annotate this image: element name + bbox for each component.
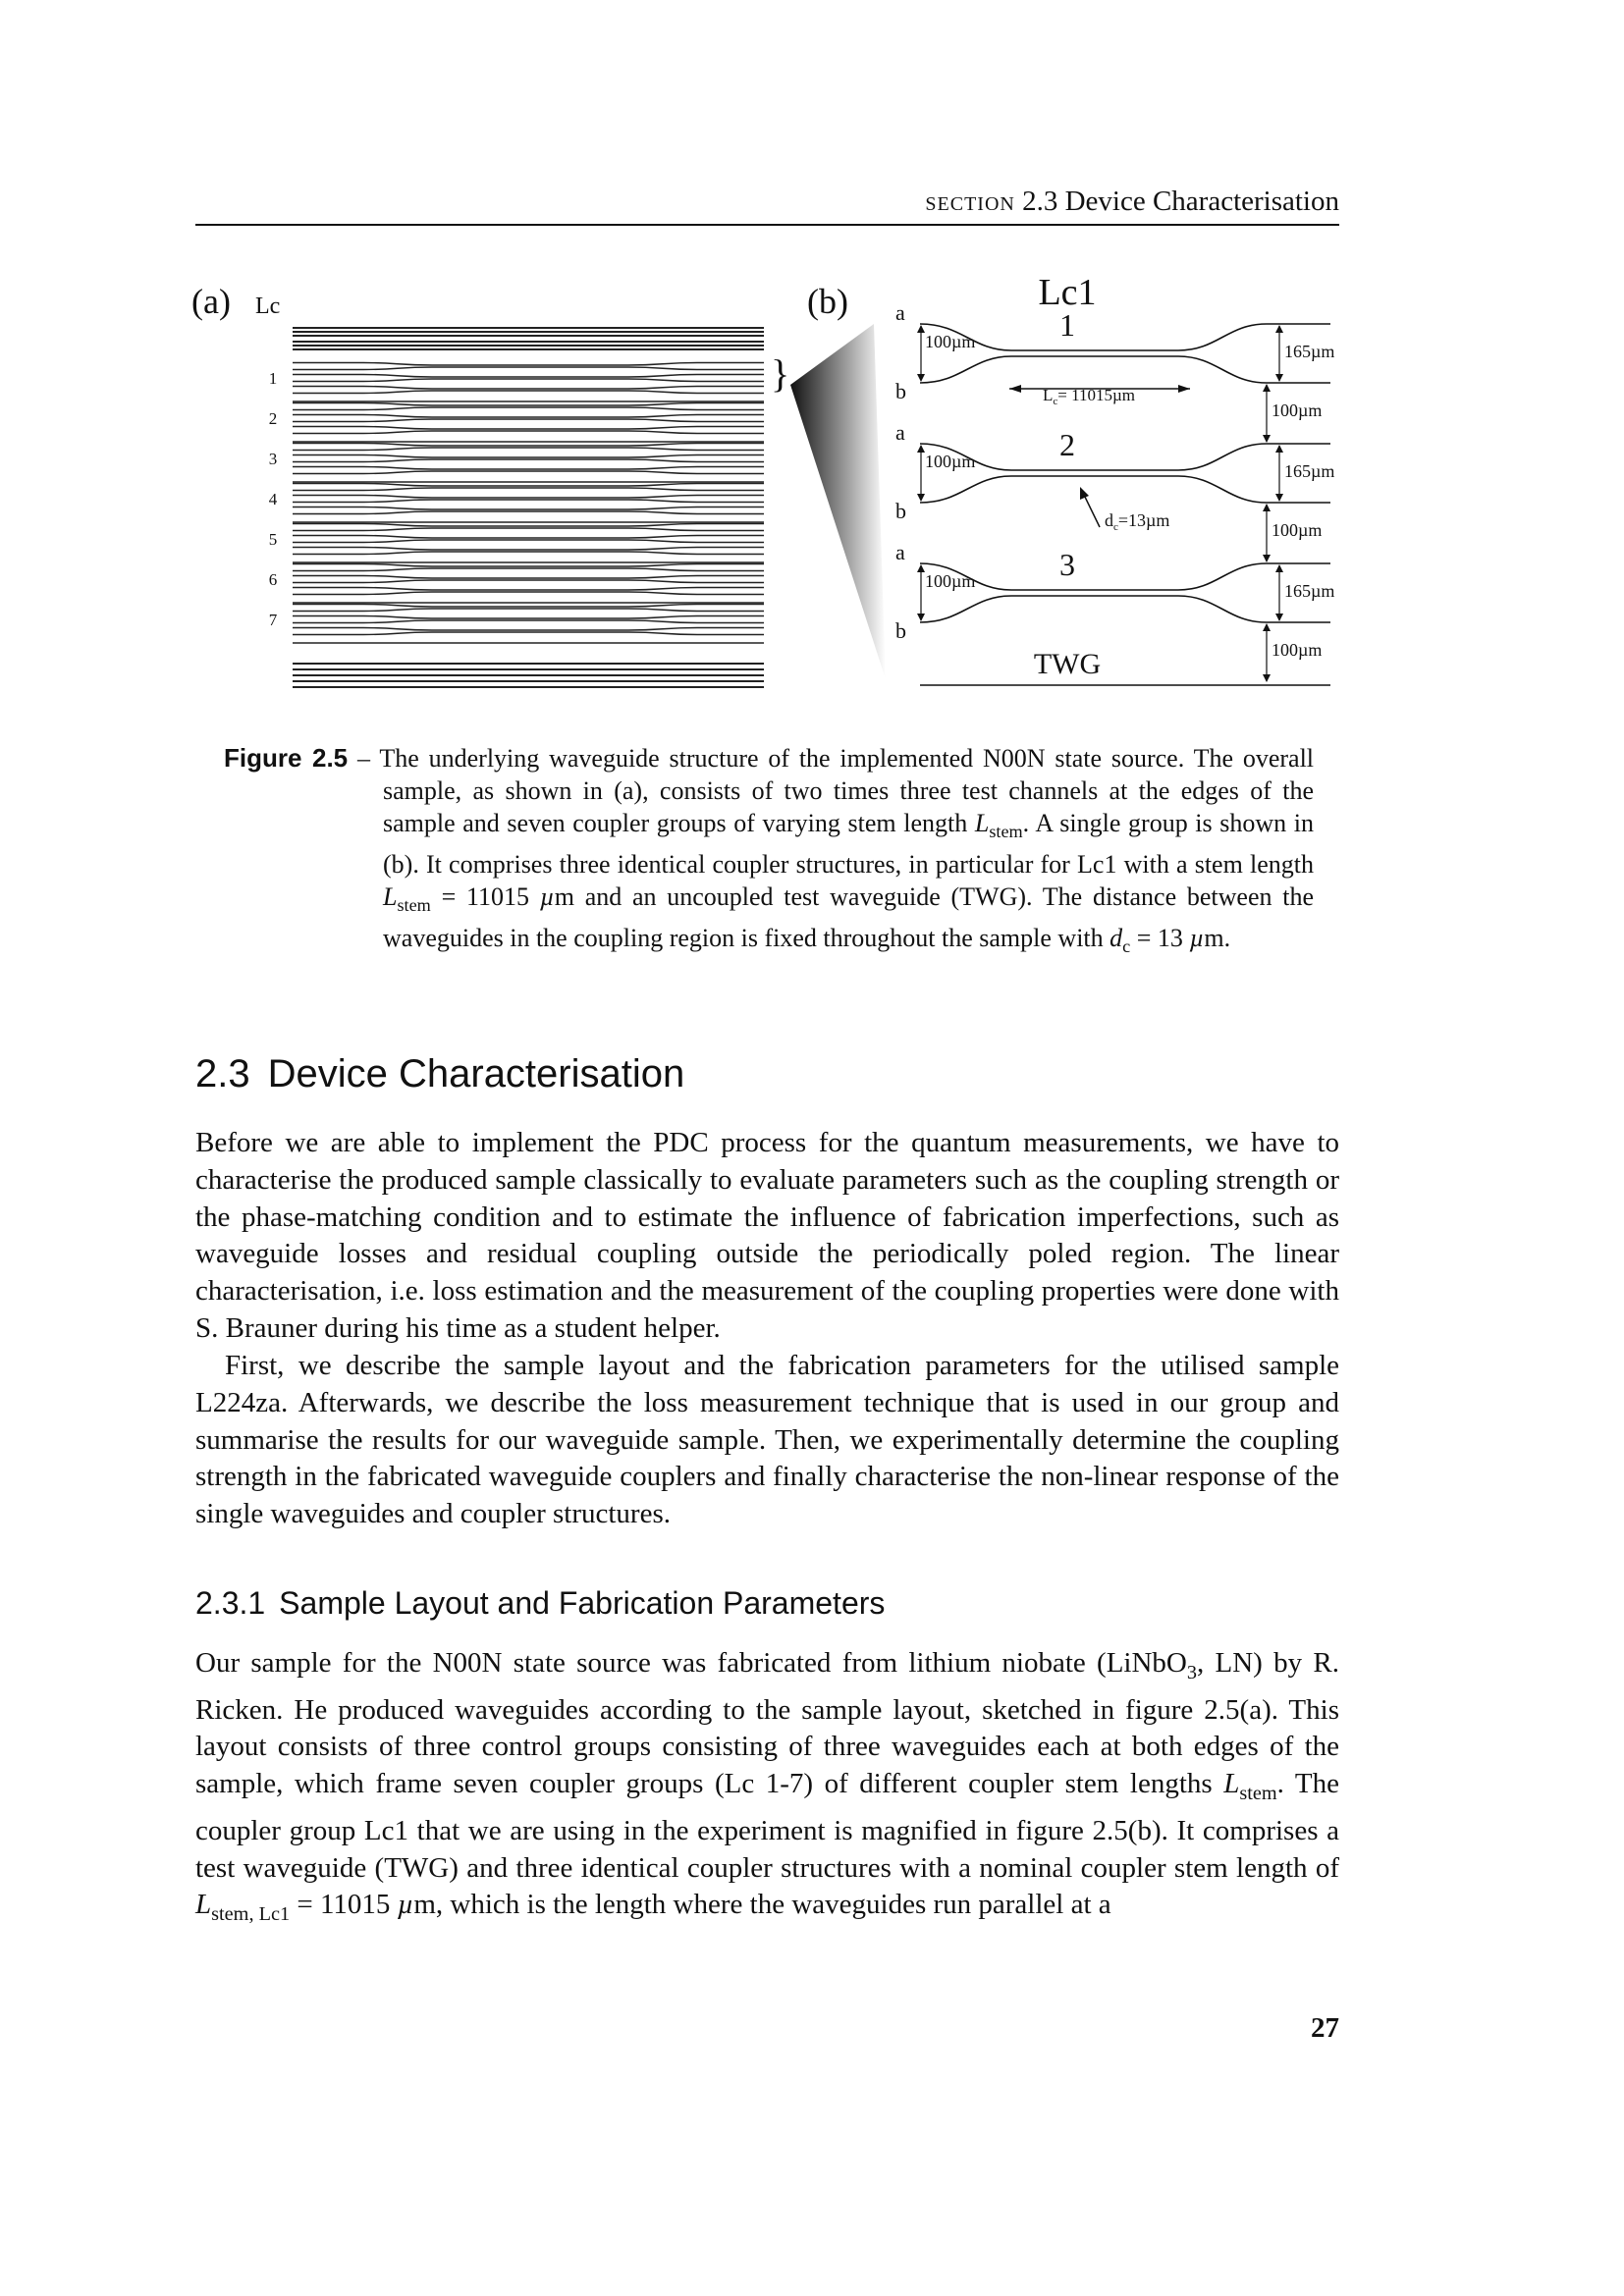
coupler-arm-upper: [920, 324, 1330, 350]
coupler-number: 3: [1059, 547, 1075, 582]
port-a-label: a: [895, 540, 905, 564]
paragraph-1: Before we are able to implement the PDC process for the quantum measurements, we have to characterise the produced sample classically to evaluate parameters such as the coupling strength or the phase-matching condition and to estimate the influence of fabrication imperfections, such as waveguide losses and residual coupling outside the periodically poled region. The linear characterisation, i.e. loss estimation and the measurement of the coupling properties were done with S. Brauner during his time as a student helper.: [195, 1127, 1339, 1344]
group-number-4: 4: [268, 490, 278, 508]
coupler-waveguide: [293, 528, 764, 531]
coupler-arm-lower: [920, 476, 1330, 503]
coupler-waveguide: [293, 632, 764, 635]
coupler-arm-upper: [920, 563, 1330, 590]
subsection-heading: [195, 1582, 885, 1624]
caption-dash: –: [357, 744, 370, 773]
coupler-waveguide: [293, 459, 764, 462]
page-number: 27: [1311, 2012, 1339, 2044]
coupler-waveguide: [293, 496, 764, 499]
coupler-waveguide: [293, 407, 764, 410]
gap-label: 100µm: [1272, 640, 1323, 660]
coupler-waveguide: [293, 415, 764, 418]
subsection-title: Sample Layout and Fabrication Parameters: [279, 1585, 886, 1621]
coupler-waveguide: [293, 552, 764, 555]
panel-b-couplers: [895, 300, 1334, 682]
stem-length-label: $L_c= 11015\mu m$: [1043, 386, 1136, 407]
separation-label: 165µm: [1284, 581, 1335, 601]
coupler-waveguide: [293, 580, 764, 583]
coupler-waveguide: [293, 507, 764, 510]
group-number-1: 1: [268, 369, 278, 388]
section-number: 2.3: [195, 1052, 250, 1095]
coupler-waveguide: [293, 500, 764, 503]
port-b-label: b: [895, 379, 906, 403]
subsection-number: 2.3.1: [195, 1585, 266, 1621]
coupler-waveguide: [293, 431, 764, 434]
coupler-waveguide: [293, 427, 764, 430]
separation-label: 165µm: [1284, 461, 1335, 481]
coupler-waveguide: [293, 548, 764, 551]
group-number-3: 3: [268, 450, 278, 468]
figure-caption: Figure 2.5 – The underlying waveguide structure of the implemented N00N state source. The overall sample, as shown in (a), consists of two times three test channels at the edges of the sample and seven coupler groups of varying stem length $L_{stem}$. A single group is shown in (b). It comprises three identical coupler structures, in particular for Lc1 with a stem length $L_{stem} = 11015$ µm and an uncoupled test waveguide (TWG). The distance between the waveguides in the coupling region is fixed throughout the sample with $d_c = 13$ µm.: [224, 743, 1315, 957]
port-b-label: b: [895, 618, 906, 643]
width-label: 100µm: [925, 452, 976, 471]
coupler-number: 1: [1059, 307, 1075, 343]
header-section-word: section: [925, 186, 1015, 217]
group-number-2: 2: [268, 409, 278, 428]
port-b-label: b: [895, 499, 906, 523]
gap-label: 100µm: [1272, 400, 1323, 420]
port-a-label: a: [895, 300, 905, 325]
coupler-waveguide: [293, 524, 764, 527]
coupler-number: 2: [1059, 427, 1075, 462]
coupler-arm-lower: [920, 596, 1330, 622]
separation-label: 165µm: [1284, 342, 1335, 361]
coupler-waveguide: [293, 419, 764, 422]
waveguide-diagram: [187, 267, 1345, 699]
panel-a-waveguides: [269, 328, 764, 687]
group-number-7: 7: [268, 611, 278, 629]
coupler-waveguide: [293, 375, 764, 378]
panel-b-title: Lc1: [1038, 272, 1097, 313]
coupler-waveguide: [293, 387, 764, 390]
panel-a-label: (a): [191, 282, 231, 321]
coupler-waveguide: [293, 605, 764, 608]
paragraph-2: First, we describe the sample layout and the fabrication parameters for the utilised sample L224za. Afterwards, we describe the loss measurement technique that is used in our group and summarise the results for our waveguide sample. Then, we experimentally determine the coupling strength in the fabricated waveguide couplers and finally characterise the non-linear response of the single waveguides and coupler structures.: [195, 1350, 1339, 1530]
coupler-waveguide: [293, 444, 764, 447]
coupler-arm-upper: [920, 444, 1330, 470]
coupler-waveguide: [293, 628, 764, 631]
panel-b-label: (b): [807, 282, 848, 321]
caption-label: Figure 2.5: [224, 743, 349, 773]
coupler-waveguide: [293, 511, 764, 514]
coupler-waveguide: [293, 488, 764, 491]
distance-annotation: [1080, 487, 1169, 533]
coupler-waveguide: [293, 588, 764, 591]
coupler-waveguide: [293, 609, 764, 612]
width-label: 100µm: [925, 332, 976, 351]
coupler-waveguide: [293, 484, 764, 487]
width-label: 100µm: [925, 571, 976, 591]
port-a-label: a: [895, 420, 905, 445]
section-heading: [195, 1048, 684, 1099]
coupler-waveguide: [293, 471, 764, 474]
coupler-waveguide: [293, 564, 764, 567]
group-1-brace: }: [771, 351, 790, 396]
coupler-waveguide: [293, 403, 764, 406]
gap-label: 100µm: [1272, 520, 1323, 540]
paragraph-3: Our sample for the N00N state source was fabricated from lithium niobate (LiNbO$_3$, LN) by R. Ricken. He produced waveguides according to the sample layout, sketched in figure 2.5(a). This layout consists of three control groups consisting of three waveguides each at both edges of the sample, which frame seven coupler groups (Lc 1-7) of different coupler stem lengths $L_{stem}$. The coupler group Lc1 that we are using in the experiment is magnified in figure 2.5(b). It comprises a test waveguide (TWG) and three identical coupler structures with a nominal coupler stem length of $L_{stem, Lc1} = 11015$ µm, which is the length where the waveguides run parallel at a: [195, 1647, 1339, 1926]
coupler-waveguide: [293, 616, 764, 619]
coupler-waveguide: [293, 467, 764, 470]
coupler-waveguide: [293, 592, 764, 595]
group-number-5: 5: [268, 530, 278, 549]
distance-label: $d_c=13\mu m$: [1105, 510, 1170, 533]
coupler-arm-lower: [920, 356, 1330, 383]
zoom-wedge: [790, 324, 886, 679]
group-number-6: 6: [268, 570, 278, 589]
caption-text-1: The underlying waveguide structure of the implemented N00N state source. The overall sample, as shown in (a), consists of two times three test channels at the edges of the sample and seven coupler groups of varying stem length: [379, 744, 1315, 837]
coupler-waveguide: [293, 576, 764, 579]
coupler-waveguide: [293, 391, 764, 394]
coupler-waveguide: [293, 363, 764, 366]
coupler-waveguide: [293, 448, 764, 451]
coupler-waveguide: [293, 540, 764, 543]
coupler-waveguide: [293, 536, 764, 539]
coupler-waveguide: [293, 568, 764, 571]
header-section-title: 2.3 Device Characterisation: [1022, 186, 1339, 217]
coupler-waveguide: [293, 379, 764, 382]
coupler-waveguide: [293, 367, 764, 370]
coupler-waveguide: [293, 620, 764, 623]
stem-length-annotation: [1009, 385, 1190, 407]
coupler-waveguide: [293, 455, 764, 458]
running-header: [195, 179, 1339, 226]
twg-label: TWG: [1033, 648, 1102, 680]
panel-a-title: Lc: [255, 294, 281, 319]
figure-2-5: [187, 267, 1345, 699]
section-title: Device Characterisation: [267, 1052, 685, 1095]
